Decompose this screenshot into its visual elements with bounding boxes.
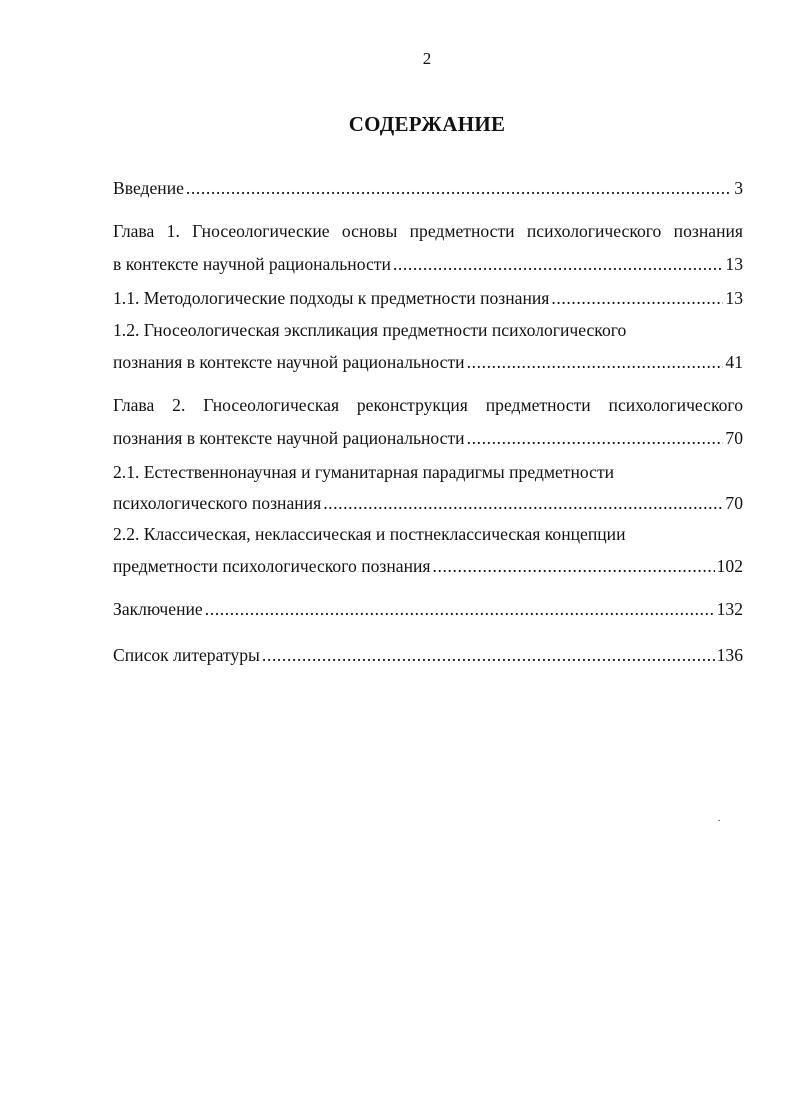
toc-entry-conclusion[interactable] <box>113 597 743 621</box>
toc-page-number: 70 <box>725 493 743 513</box>
dot-leader <box>393 252 724 276</box>
toc-entry-introduction[interactable] <box>113 176 743 200</box>
toc-page-number: 136 <box>716 645 743 665</box>
toc-entry-bibliography[interactable] <box>113 643 743 667</box>
toc-entry-section-1-1[interactable] <box>113 286 743 310</box>
toc-page-number: 41 <box>725 352 743 372</box>
dot-leader <box>467 350 724 374</box>
toc-entry-section-2-2[interactable] <box>113 522 743 546</box>
toc-entry-text: Заключение <box>113 599 203 619</box>
scan-speck <box>718 820 720 821</box>
dot-leader <box>467 426 724 450</box>
dot-leader <box>551 286 723 310</box>
toc-entry-chapter-1-cont[interactable] <box>113 252 743 276</box>
toc-entry-chapter-2-cont[interactable] <box>113 426 743 450</box>
toc-entry-text: 2.2. Классическая, неклассическая и постнеклассическая концепции <box>113 524 626 544</box>
toc-entry-chapter-1[interactable] <box>113 219 743 243</box>
toc-entry-section-1-2-cont[interactable] <box>113 350 743 374</box>
toc-page-number: 13 <box>725 288 743 308</box>
toc-entry-text: психологического познания <box>113 493 322 513</box>
toc-entry-section-2-1-cont[interactable] <box>113 491 743 515</box>
toc-entry-text: Глава 1. Гносеологические основы предметности психологического познания <box>113 221 743 241</box>
toc-entry-text: познания в контексте научной рациональности <box>113 428 465 448</box>
toc-entry-section-2-2-cont[interactable] <box>113 554 743 578</box>
toc-page-number: 102 <box>716 556 743 576</box>
toc-page-number: 70 <box>725 428 743 448</box>
toc-page-number: 13 <box>725 254 743 274</box>
dot-leader <box>205 597 715 621</box>
dot-leader <box>186 176 732 200</box>
toc-entry-text: 2.1. Естественнонаучная и гуманитарная парадигмы предметности <box>113 462 615 482</box>
page-number: 2 <box>422 49 432 68</box>
dot-leader <box>433 554 715 578</box>
toc-entry-text: 1.2. Гносеологическая экспликация предметности психологического <box>113 320 627 340</box>
page-title: СОДЕРЖАНИЕ <box>348 112 506 136</box>
toc-entry-section-2-1[interactable] <box>113 460 743 484</box>
toc-entry-text: предметности психологического познания <box>113 556 431 576</box>
toc-entry-text: в контексте научной рациональности <box>113 254 391 274</box>
toc-entry-text: Введение <box>113 178 184 198</box>
toc-entry-text: Глава 2. Гносеологическая реконструкция предметности психологического <box>113 395 743 415</box>
toc-entry-section-1-2[interactable] <box>113 318 743 342</box>
toc-entry-text: познания в контексте научной рациональности <box>113 352 465 372</box>
toc-entry-text: 1.1. Методологические подходы к предметности познания <box>113 288 550 308</box>
dot-leader <box>262 643 715 667</box>
dot-leader <box>323 491 723 515</box>
toc-page-number: 132 <box>716 599 743 619</box>
toc-entry-text: Список литературы <box>113 645 260 665</box>
toc-page-number: 3 <box>734 178 743 198</box>
toc-entry-chapter-2[interactable] <box>113 393 743 417</box>
